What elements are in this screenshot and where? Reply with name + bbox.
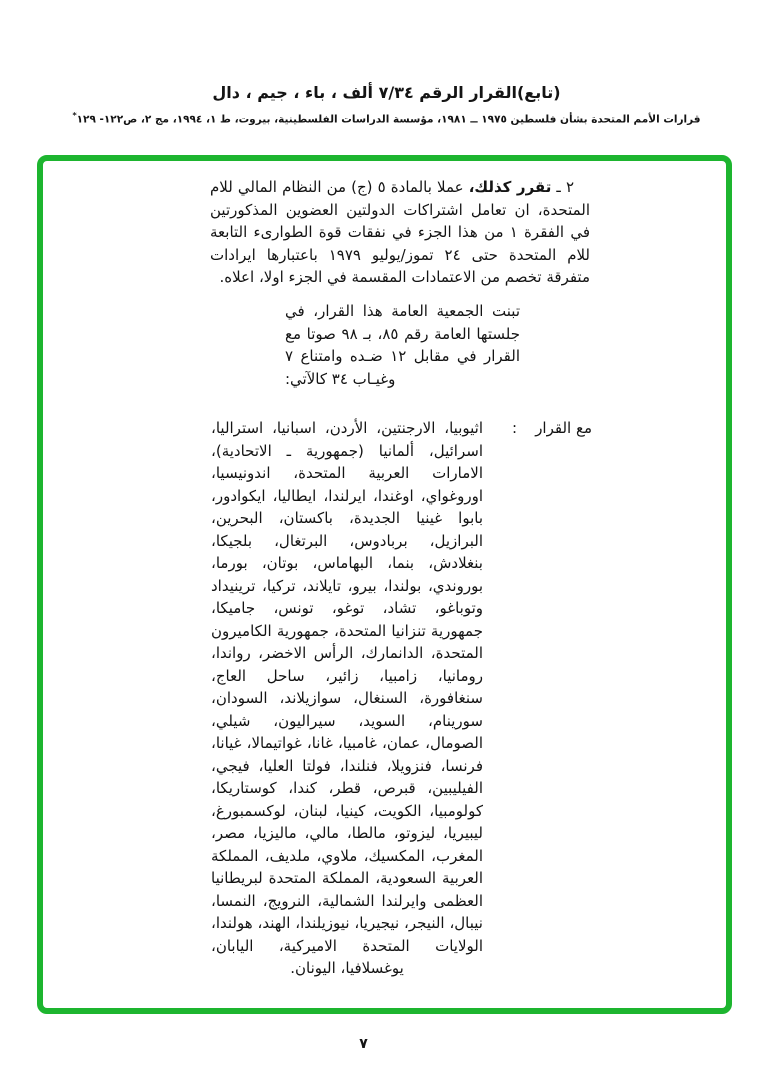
page-number: ٧	[359, 1036, 368, 1052]
clause-body-text: عملا بالمادة ٥ (ج) من النظام المالي للام المتحدة، ان تعامل اشتراكات الدولتين العضوين المذكورتين في الفقرة ١ من هذا الجزء في نفقات قوة الطوارىء التابعة للام المتحدة حتى ٢٤ تموز/يوليو ١٩٧٩ باعتبارها ايرادات متفرقة تخصم من الاعتمادات المقسمة في الجزء اولا، اعلاه.	[210, 178, 591, 286]
paragraph-operative-clause	[210, 176, 590, 289]
document-source-line	[0, 111, 773, 126]
footnote-asterisk: *	[72, 111, 77, 120]
paragraph-adoption-note: تبنت الجمعية العامة هذا القرار، في جلستها العامة رقم ٨٥، بـ ٩٨ صوتا مع القرار في مقابل ١٢ ضـده وامتناع ٧ وغيـاب ٣٤ كالآتي:	[285, 302, 520, 388]
vote-for-label: مع القرار	[535, 419, 592, 437]
document-title: (تابع)القرار الرقم ٧/٣٤ ألف ، باء ، جيم ، دال	[212, 83, 561, 102]
vote-country-list: اثيوبيا، الارجنتين، الأردن، اسبانيا، استراليا، اسرائيل، ألمانيا (جمهورية ـ الاتحادية)، الامارات العربية المتحدة، اندونيسيا، اوروغواي، اوغندا، ايرلندا، ايطاليا، ايكوادور، بابوا غينيا الجديدة، باكستان، البحرين، البرازيل، بربادوس، البرتغال، بلجيكا، بنغلادش، بنما، البهاماس، بوتان، بورما، بوروندي، بولندا، بيرو، تايلاند، تركيا، ترينيداد وتوباغو، تشاد، توغو، تونس، جاميكا، جمهورية تنزانيا المتحدة، جمهورية الكاميرون المتحدة، الدانمارك، الرأس الاخضر، رواندا، رومانيا، زامبيا، زائير، ساحل العاج، سنغافورة، السنغال، سوازيلاند، السودان، سورينام، السويد، سيراليون، شيلي، الصومال، عمان، غامبيا، غانا، غواتيمالا، غيانا، فرنسا، فنزويلا، فنلندا، فولتا العليا، فيجي، الفيليبين، قبرص، قطر، كندا، كوستاريكا، كولومبيا، الكويت، كينيا، لبنان، لوكسمبورغ، ليبيريا، ليزوتو، مالطا، مالي، ماليزيا، مصر، المغرب، المكسيك، ملاوي، ملديف، المملكة العربية السعودية، المملكة المتحدة لبريطانيا العظمى وايرلندا الشمالية، النرويج، النمسا، نيبال، النيجر، نيجيريا، نيوزيلندا، الهند، هولندا، الولايات المتحدة الاميركية، اليابان، يوغسلافيا، اليونان.	[211, 419, 483, 977]
clause-bold-lead: تقرر كذلك،	[468, 178, 552, 196]
vote-label-colon: :	[511, 419, 517, 437]
clause-number: ٢ ـ	[551, 178, 574, 196]
source-citation: قرارات الأمم المتحدة بشأن فلسطين ١٩٧٥ ــ ١٩٨١، مؤسسة الدراسات الفلسطينية، بيروت، ط ١، ١٩٩٤، مج ٢، ص١٢٢- ١٢٩	[76, 113, 701, 126]
